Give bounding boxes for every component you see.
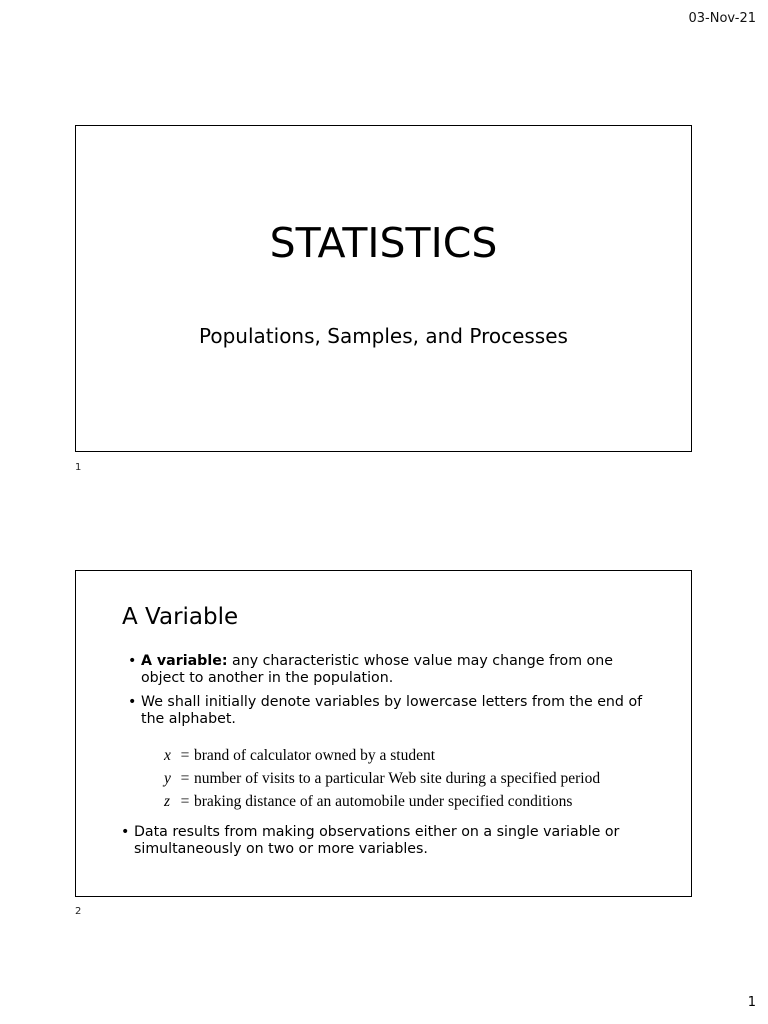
print-date: 03-Nov-21 (688, 11, 756, 26)
bullet-list (128, 653, 648, 735)
slide-title: A Variable (122, 604, 239, 630)
variable-row (164, 790, 600, 813)
equals-sign: = (180, 793, 190, 810)
bullet-item (128, 653, 648, 687)
bullet-icon: • (128, 694, 137, 710)
bullet-text: any characteristic whose value may change from one object to another in the population. (141, 653, 613, 686)
bullet-icon: • (121, 824, 130, 840)
variable-examples (164, 744, 600, 813)
variable-description: brand of calculator owned by a student (194, 747, 436, 764)
slide-number: 1 (75, 462, 82, 473)
equals-sign: = (180, 747, 190, 764)
variable-symbol: y (164, 770, 171, 787)
page-number: 1 (747, 995, 756, 1010)
equals-sign: = (180, 770, 190, 787)
slide-2 (75, 570, 692, 897)
slide-1 (75, 125, 692, 452)
bullet-icon: • (128, 653, 137, 669)
term-label: A variable: (141, 653, 228, 669)
variable-row (164, 744, 600, 767)
variable-description: number of visits to a particular Web site during a specified period (194, 770, 601, 787)
variable-symbol: z (164, 793, 171, 810)
bullet-text: Data results from making observations either on a single variable or simultaneously on two or more variables. (134, 824, 620, 857)
variable-symbol: x (164, 747, 171, 764)
bullet-text: We shall initially denote variables by lowercase letters from the end of the alphabet. (141, 694, 643, 727)
bullet-item (128, 694, 648, 728)
slide-title: STATISTICS (269, 219, 498, 267)
bullet-item (121, 824, 661, 858)
variable-row (164, 767, 600, 790)
variable-description: braking distance of an automobile under specified conditions (194, 793, 573, 810)
slide-subtitle: Populations, Samples, and Processes (199, 324, 568, 348)
bullet-list (121, 824, 661, 865)
slide-number: 2 (75, 906, 82, 917)
